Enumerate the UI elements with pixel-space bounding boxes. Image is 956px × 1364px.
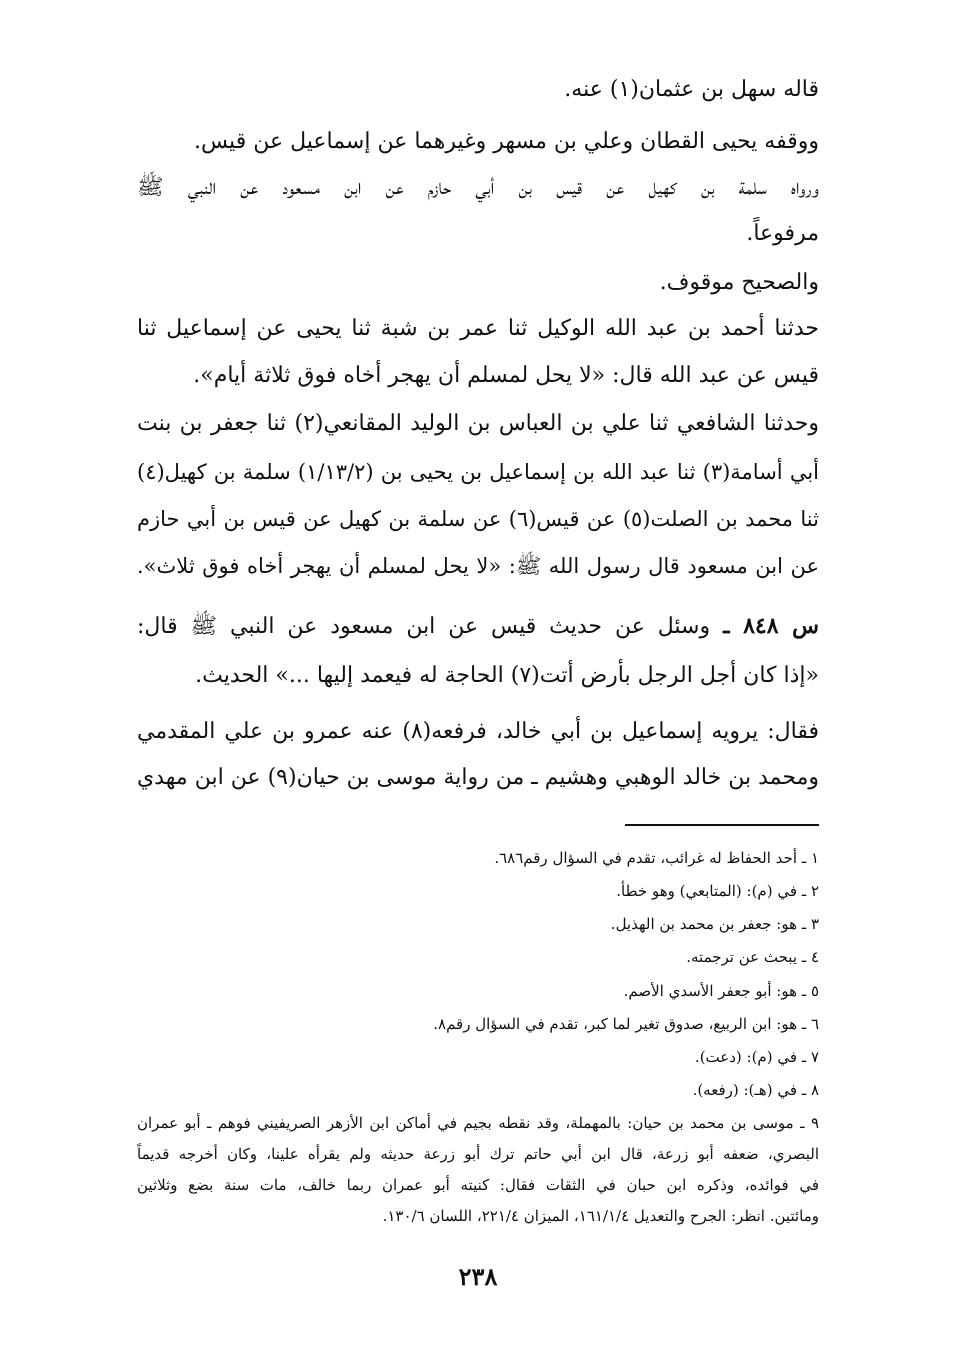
body-line-9: أبي أسامة(٣) ثنا عبد الله بن إسماعيل بن يحيى بن (١/١٣/٢) سلمة بن كهيل(٤) [137, 460, 819, 484]
question-label: س ٨٤٨ ـ [723, 613, 819, 639]
body-line-10: ثنا محمد بن الصلت(٥) عن قيس(٦) عن سلمة بن كهيل عن قيس بن أبي حازم [137, 507, 819, 531]
body-line-13: «إذا كان أجل الرجل بأرض أتت(٧) الحاجة له فيعمد إليها ...» الحديث. [195, 663, 819, 688]
footnote-1: ١ ـ أحد الحفاظ له غرائب، تقدم في السؤال رقم٦٨٦. [494, 849, 819, 867]
body-line-2: ووقفه يحيى القطان وعلي بن مسهر وغيرهما عن إسماعيل عن قيس. [194, 129, 819, 154]
footnote-2: ٢ ـ في (م): (المتابعي) وهو خطأ. [616, 882, 819, 900]
footnote-7: ٧ ـ في (م): (دعت). [694, 1048, 819, 1066]
question-text: وسئل عن حديث قيس عن ابن مسعود عن النبي ﷺ قال: [137, 614, 711, 639]
footnote-9-line-4: ومائتين. انظر: الجرح والتعديل ١٦١/١/٤، الميزان ٢٢١/٤، اللسان ١٣٠/٦. [382, 1207, 819, 1225]
body-line-14: فقال: يرويه إسماعيل بن أبي خالد، فرفعه(٨) عنه عمرو بن علي المقدمي [137, 719, 819, 744]
body-line-7: قيس عن عبد الله قال: «لا يحل لمسلم أن يهجر أخاه فوق ثلاثة أيام». [193, 363, 819, 388]
body-line-4: مرفوعاً. [746, 221, 819, 246]
body-line-6: حدثنا أحمد بن عبد الله الوكيل ثنا عمر بن شبة ثنا يحيى عن إسماعيل ثنا [137, 316, 819, 341]
body-line-3: ورواه سلمة بن كهيل عن قيس بن أبي حازم عن ابن مسعود عن النبي ﷺ [137, 175, 819, 200]
question-line [137, 606, 819, 646]
footnote-3: ٣ ـ هو: جعفر بن محمد بن الهذيل. [610, 915, 819, 933]
footnote-5: ٥ ـ هو: أبو جعفر الأسدي الأصم. [623, 982, 819, 1000]
page-number: ٢٣٨ [458, 1262, 498, 1291]
footnote-separator [625, 824, 819, 826]
body-line-8: وحدثنا الشافعي ثنا علي بن العباس بن الوليد المقانعي(٢) ثنا جعفر بن بنت [137, 411, 819, 436]
footnote-9-line-3: في فوائده، وذكره ابن حبان في الثقات فقال: كنيته أبو عمران ربما خالف، مات سنة بضع وثلاثين [137, 1176, 819, 1194]
footnote-6: ٦ ـ هو: ابن الربيع، صدوق تغير لما كبر، تقدم في السؤال رقم٨. [433, 1015, 819, 1033]
footnote-4: ٤ ـ يبحث عن ترجمته. [686, 948, 819, 966]
footnote-9-line-1: ٩ ـ موسى بن محمد بن حيان: بالمهملة، وقد نقطه بجيم في أماكن ابن الأزهر الصريفيني فوهم ـ أبو عمران [137, 1114, 819, 1132]
body-line-5: والصحيح موقوف. [659, 270, 819, 295]
footnote-8: ٨ ـ في (هـ): (رفعه). [692, 1081, 819, 1099]
body-line-1: قاله سهل بن عثمان(١) عنه. [564, 77, 819, 102]
footnote-9-line-2: البصري، ضعفه أبو زرعة، قال ابن أبي حاتم ترك أبو زرعة حديثه ولم يقرأه علينا، وكان أخرجه قديماً [137, 1145, 819, 1163]
body-line-15: ومحمد بن خالد الوهبي وهشيم ـ من رواية موسى بن حيان(٩) عن ابن مهدي [137, 765, 819, 790]
body-line-11: عن ابن مسعود قال رسول الله ﷺ: «لا يحل لمسلم أن يهجر أخاه فوق ثلاث». [137, 554, 819, 578]
